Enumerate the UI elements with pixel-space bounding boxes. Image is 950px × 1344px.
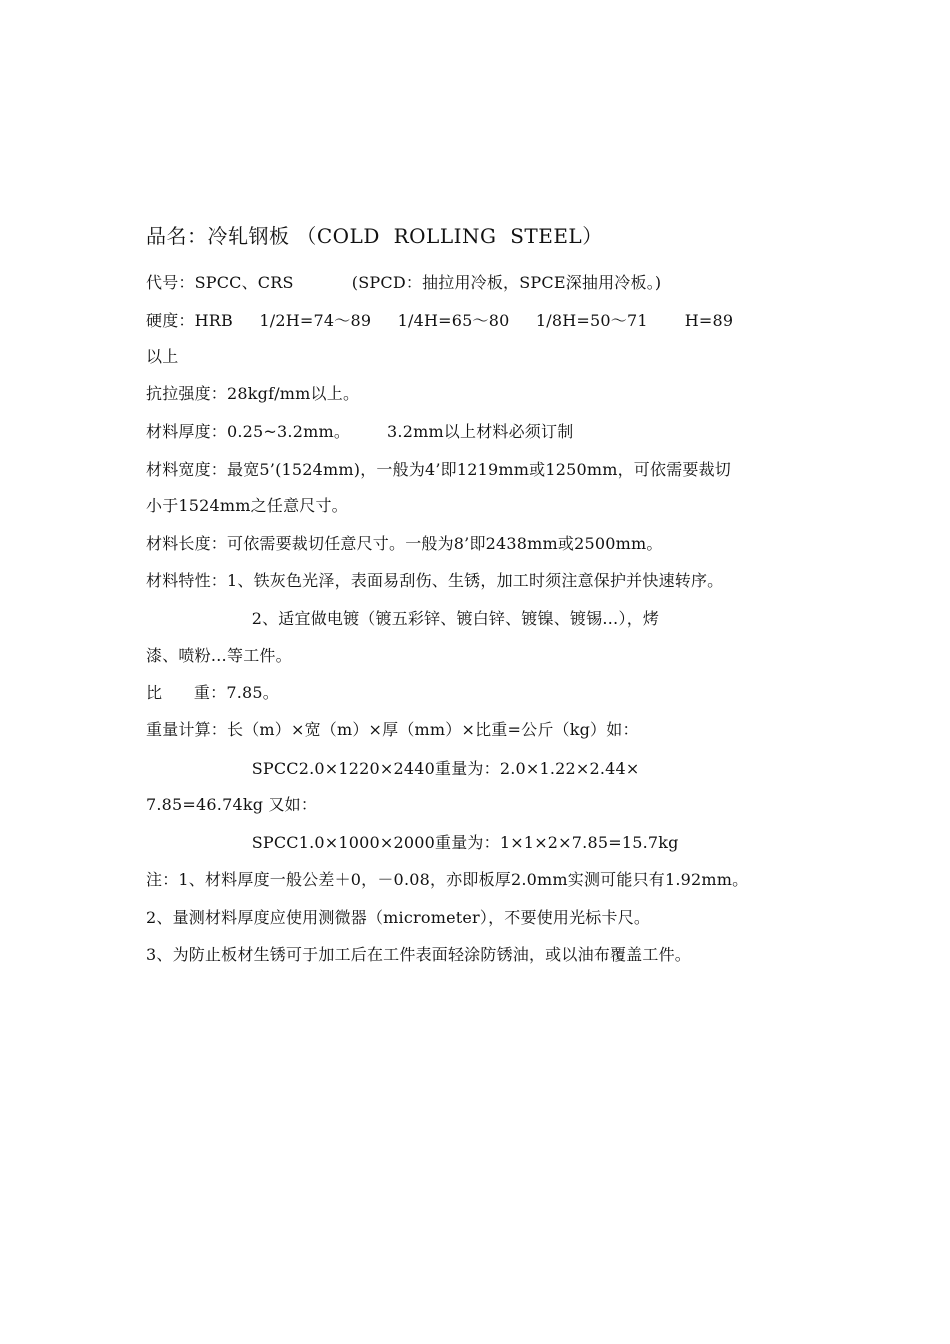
note-line-3: 3、为防止板材生锈可于加工后在工件表面轻涂防锈油，或以油布覆盖工件。 (146, 945, 691, 964)
properties-line-2-continued: 漆、喷粉…等工件。 (146, 646, 292, 665)
width-line: 材料宽度：最宽5’(1524mm)，一般为4’即1219mm或1250mm，可依需要裁切 (146, 460, 732, 479)
width-line-continued: 小于1524mm之任意尺寸。 (146, 496, 348, 515)
weight-example-1: SPCC2.0×1220×2440重量为：2.0×1.22×2.44× (146, 759, 640, 778)
document-title: 品名：冷轧钢板 （COLD ROLLING STEEL） (146, 224, 603, 248)
properties-line-1: 材料特性：1、铁灰色光泽，表面易刮伤、生锈，加工时须注意保护并快速转序。 (146, 571, 724, 590)
tensile-strength-line: 抗拉强度：28kgf/mm以上。 (146, 384, 360, 403)
weight-example-1-continued: 7.85=46.74kg 又如： (146, 795, 318, 814)
note-line-1: 注：1、材料厚度一般公差＋0，－0.08，亦即板厚2.0mm实测可能只有1.92mm。 (146, 870, 749, 889)
code-line: 代号：SPCC、CRS (SPCD：抽拉用冷板，SPCE深抽用冷板。) (146, 273, 662, 292)
note-line-2: 2、量测材料厚度应使用测微器（micrometer），不要使用光标卡尺。 (146, 908, 651, 927)
hardness-line: 硬度：HRB 1/2H=74～89 1/4H=65～80 1/8H=50～71 H=89 (146, 311, 734, 330)
hardness-line-continued: 以上 (146, 347, 179, 366)
specific-gravity-line: 比 重：7.85。 (146, 683, 279, 702)
length-line: 材料长度：可依需要裁切任意尺寸。一般为8’即2438mm或2500mm。 (146, 534, 663, 553)
weight-formula-line: 重量计算：长（m）×宽（m）×厚（mm）×比重=公斤（kg）如： (146, 720, 639, 739)
properties-line-2: 2、适宜做电镀（镀五彩锌、镀白锌、镀镍、镀锡…），烤 (146, 609, 660, 628)
thickness-line: 材料厚度：0.25~3.2mm。 3.2mm以上材料必须订制 (146, 422, 574, 441)
weight-example-2: SPCC1.0×1000×2000重量为：1×1×2×7.85=15.7kg (146, 833, 679, 852)
